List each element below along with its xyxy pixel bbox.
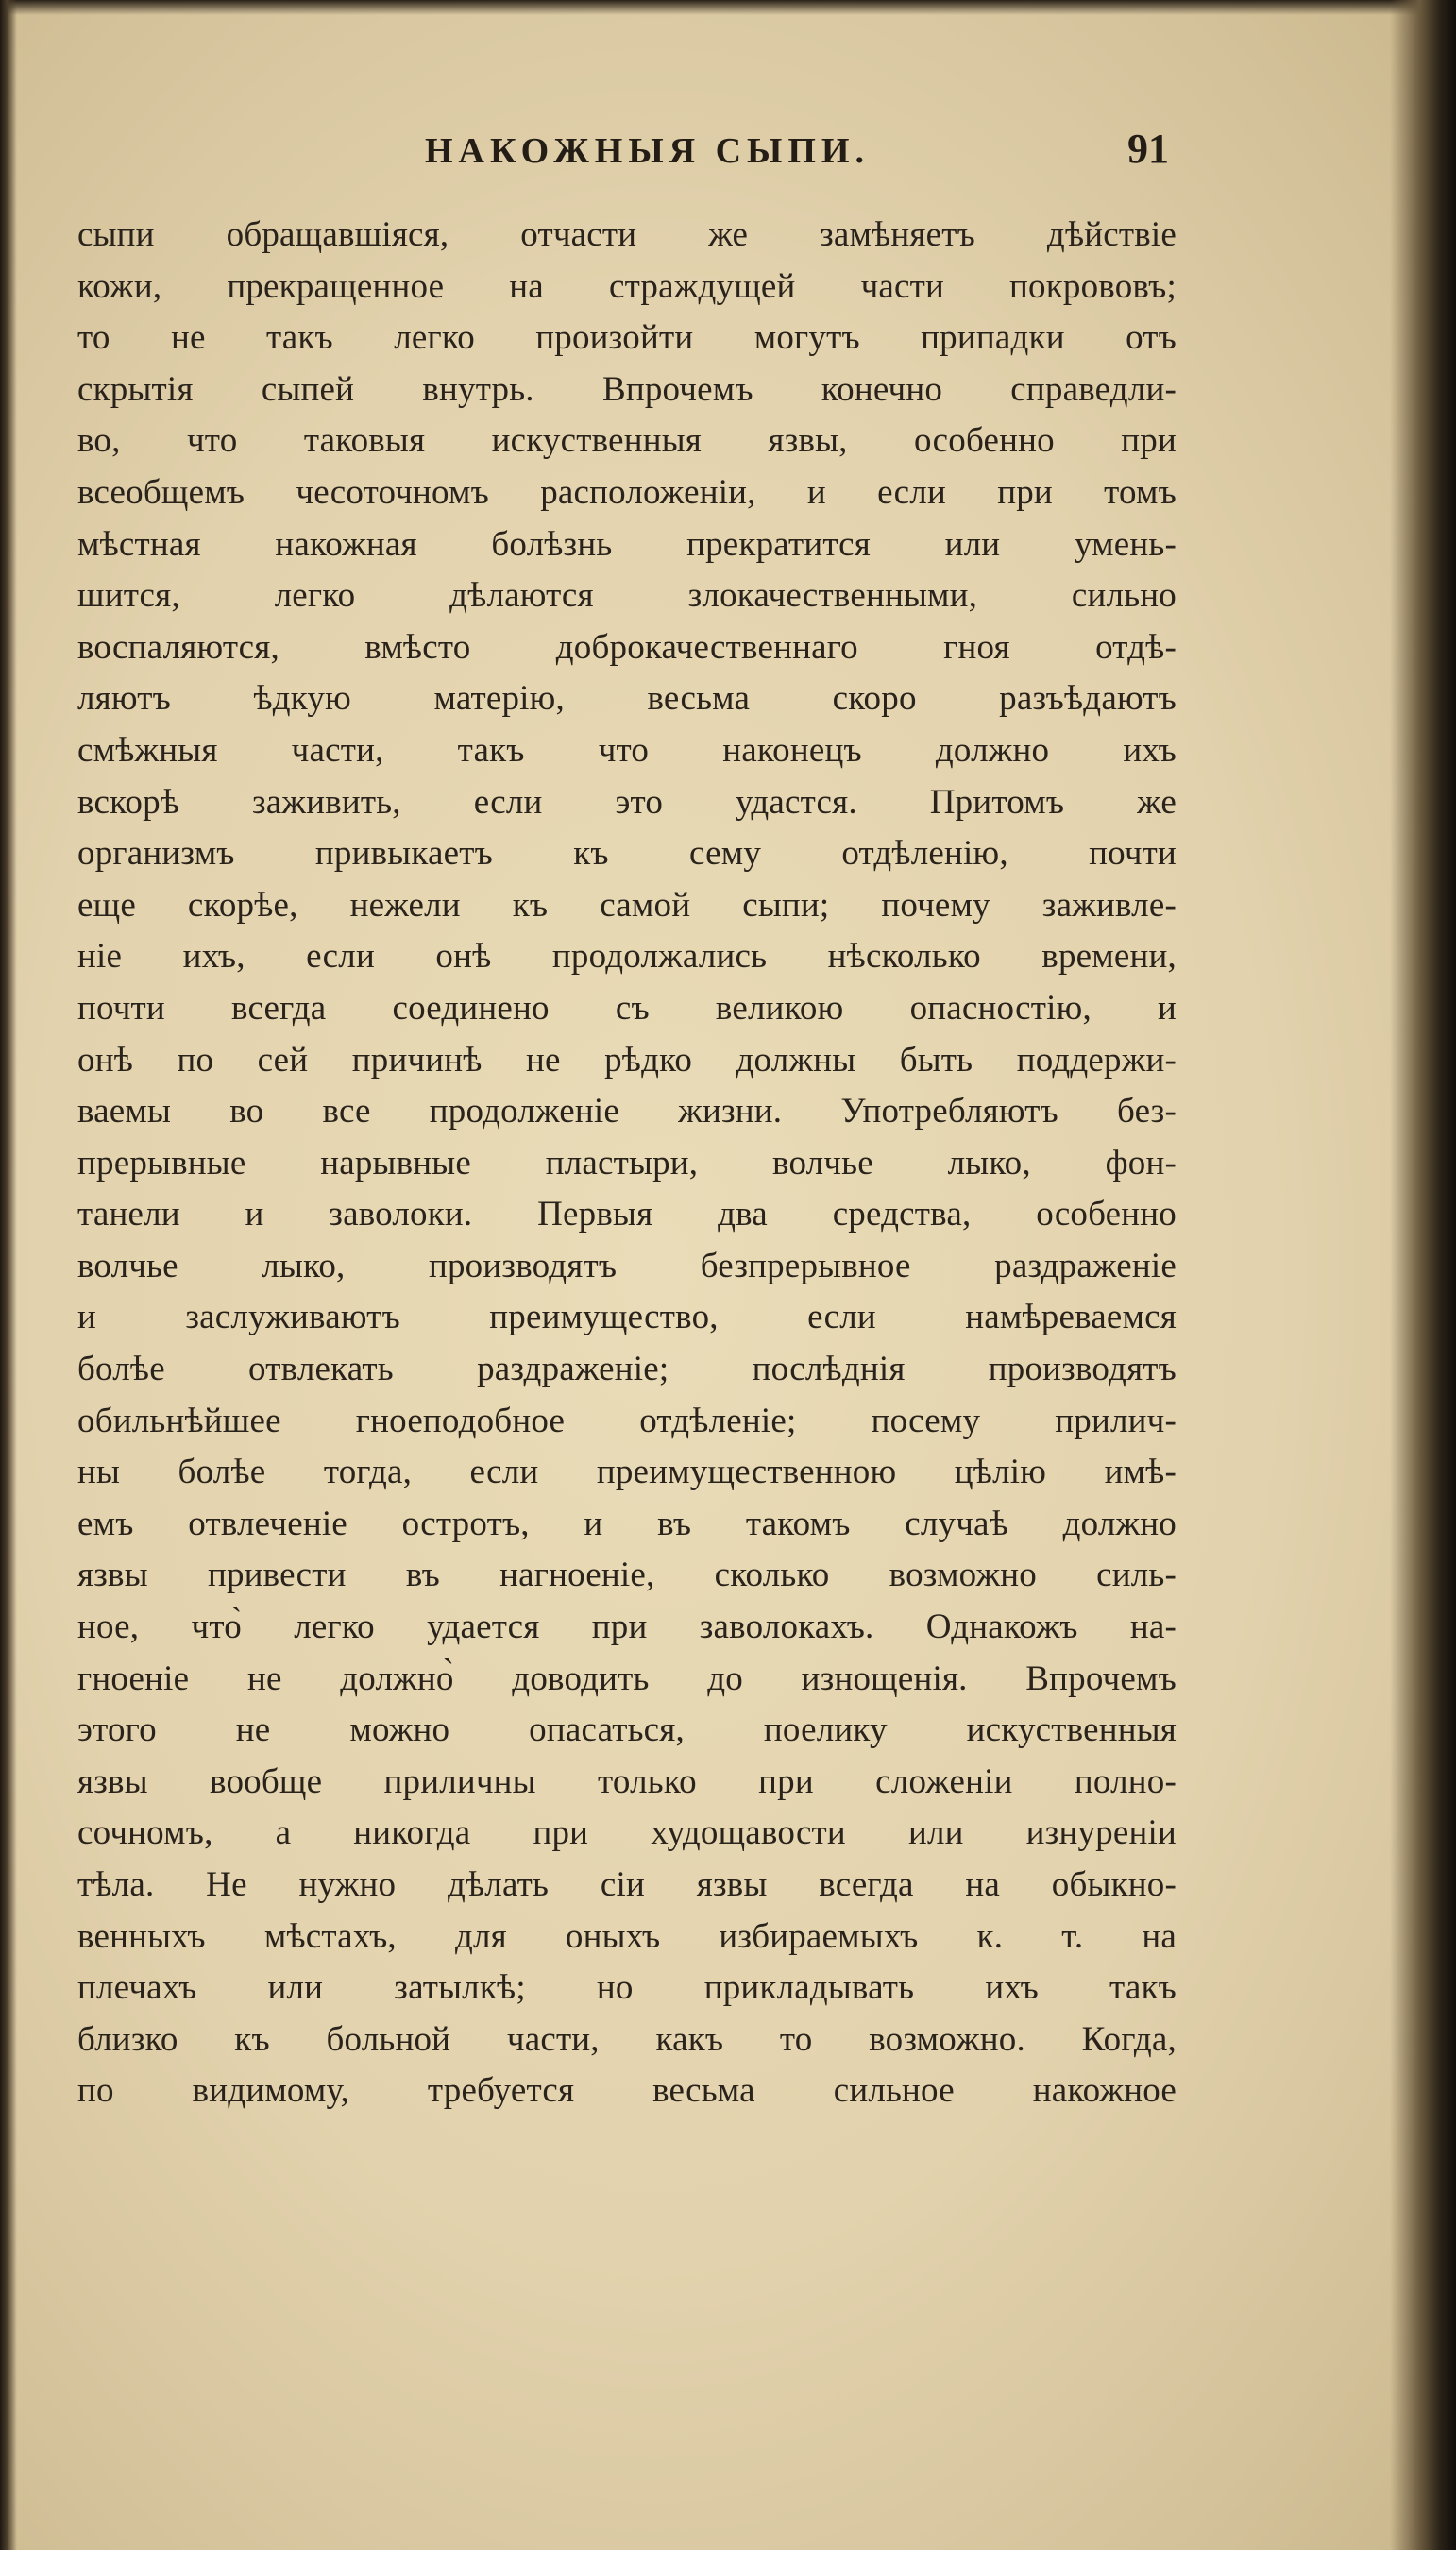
- text-line: ное, что̀ легко удается при заволокахъ. Однакожъ на-: [77, 1607, 1177, 1647]
- text-line: смѣжныя части, такъ что наконецъ должно ихъ: [77, 730, 1177, 770]
- text-line: шится, легко дѣлаются злокачественными, сильно: [77, 576, 1177, 616]
- page-edge-shadow-left: [0, 0, 17, 2550]
- text-line: по видимому, требуется весьма сильное накожное: [77, 2071, 1177, 2111]
- text-line: этого не можно опасаться, поелику искуственныя: [77, 1710, 1177, 1750]
- text-line: ляютъ ѣдкую матерію, весьма скоро разъѣдаютъ: [77, 679, 1177, 719]
- text-line: венныхъ мѣстахъ, для оныхъ избираемыхъ к. т. на: [77, 1916, 1177, 1956]
- text-line: сочномъ, а никогда при худощавости или изнуреніи: [77, 1813, 1177, 1853]
- text-line: емъ отвлеченіе остротъ, и въ такомъ случаѣ должно: [77, 1504, 1177, 1543]
- text-line: во, что таковыя искуственныя язвы, особенно при: [77, 421, 1177, 461]
- running-head: НАКОЖНЫЯ СЫПИ.: [425, 131, 870, 171]
- text-line: плечахъ или затылкѣ; но прикладывать ихъ такъ: [77, 1968, 1177, 2008]
- text-line: волчье лыко, производятъ безпрерывное раздраженіе: [77, 1246, 1177, 1285]
- text-line: всеобщемъ чесоточномъ расположеніи, и если при томъ: [77, 472, 1177, 512]
- text-line: тѣла. Не нужно дѣлать сіи язвы всегда на обыкно-: [77, 1865, 1177, 1904]
- page-edge-shadow-top: [0, 0, 1456, 15]
- text-line: прерывные нарывные пластыри, волчье лыко, фон-: [77, 1143, 1177, 1182]
- body-text: [77, 210, 1177, 2117]
- text-line: ны болѣе тогда, если преимущественною цѣлію имѣ-: [77, 1453, 1177, 1492]
- text-line: онѣ по сей причинѣ не рѣдко должны быть поддержи-: [77, 1040, 1177, 1080]
- text-line: кожи, прекращенное на страждущей части покрововъ;: [77, 266, 1177, 306]
- text-line: вскорѣ заживить, если это удастся. Притомъ же: [77, 782, 1177, 822]
- text-line: то не такъ легко произойти могутъ припадки отъ: [77, 318, 1177, 358]
- text-line: ніе ихъ, если онѣ продолжались нѣсколько времени,: [77, 937, 1177, 977]
- text-line: обильнѣйшее гноеподобное отдѣленіе; посему прилич-: [77, 1401, 1177, 1440]
- text-line: и заслуживаютъ преимущество, если намѣреваемся: [77, 1298, 1177, 1337]
- text-line: язвы привести въ нагноеніе, сколько возможно силь-: [77, 1556, 1177, 1595]
- text-line: воспаляются, вмѣсто доброкачественнаго гноя отдѣ-: [77, 627, 1177, 667]
- text-line: танели и заволоки. Первыя два средства, особенно: [77, 1195, 1177, 1234]
- text-line: скрытія сыпей внутрь. Впрочемъ конечно справедли-: [77, 369, 1177, 409]
- page-gutter-shadow-right: [1390, 0, 1456, 2550]
- text-line: болѣе отвлекать раздраженіе; послѣднія производятъ: [77, 1350, 1177, 1389]
- text-line: гноеніе не должно̀ доводить до изнощенія. Впрочемъ: [77, 1658, 1177, 1698]
- text-line: язвы вообще приличны только при сложеніи полно-: [77, 1761, 1177, 1801]
- text-line: мѣстная накожная болѣзнь прекратится или умень-: [77, 524, 1177, 564]
- text-line: ваемы во все продолженіе жизни. Употребляютъ без-: [77, 1092, 1177, 1131]
- text-line: организмъ привыкаетъ къ сему отдѣленію, почти: [77, 834, 1177, 874]
- text-line: сыпи обращавшіяся, отчасти же замѣняетъ дѣйствіе: [77, 215, 1177, 254]
- text-line: почти всегда соединено съ великою опасностію, и: [77, 988, 1177, 1028]
- text-line: близко къ больной части, какъ то возможно. Когда,: [77, 2019, 1177, 2059]
- text-line: еще скорѣе, нежели къ самой сыпи; почему заживле-: [77, 885, 1177, 925]
- page-number: 91: [1127, 126, 1169, 172]
- page-header: [0, 126, 1456, 187]
